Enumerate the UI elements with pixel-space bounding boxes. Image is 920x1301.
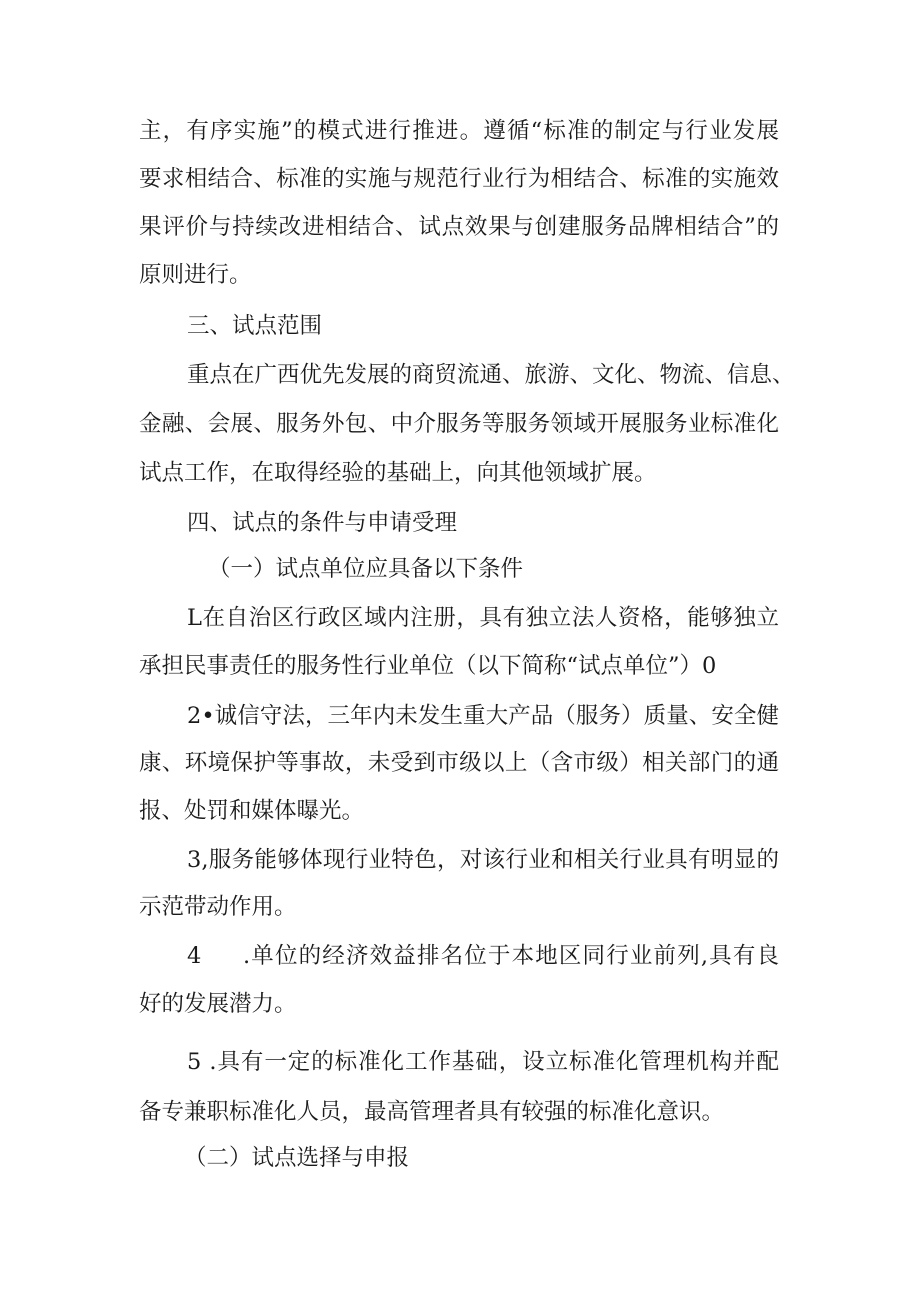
body-text-line: 承担民事责任的服务性行业单位（以下简称“试点单位”）0: [139, 653, 717, 679]
body-text-line: 5 .具有一定的标准化工作基础，设立标准化管理机构并配: [187, 1049, 779, 1075]
body-text-line: 康、环境保护等事故，未受到市级以上（含市级）相关部门的通: [139, 750, 779, 776]
body-text-line: 3,服务能够体现行业特色，对该行业和相关行业具有明显的: [187, 847, 779, 873]
section-heading-4: 四、试点的条件与申请受理: [187, 510, 458, 536]
body-text-line: 好的发展潜力。: [139, 991, 297, 1017]
body-text-line: 果评价与持续改进相结合、试点效果与创建服务品牌相结合”的: [139, 214, 779, 240]
body-text-line: 原则进行。: [139, 262, 252, 288]
body-text-line: 示范带动作用。: [139, 894, 297, 920]
list-number: 4: [187, 943, 202, 969]
body-text-line: 2•诚信守法，三年内未发生重大产品（服务）质量、安全健: [187, 703, 779, 729]
body-text-line: 报、处罚和媒体曝光。: [139, 798, 365, 824]
section-heading-3: 三、试点范围: [187, 313, 323, 339]
body-text-line: L在自治区行政区域内注册，具有独立法人资格，能够独立: [187, 605, 779, 631]
subsection-heading-2: （二）试点选择与申报: [184, 1145, 410, 1171]
body-text-line: 重点在广西优先发展的商贸流通、旅游、文化、物流、信息、: [187, 362, 795, 388]
body-text-line: 试点工作，在取得经验的基础上，向其他领域扩展。: [139, 460, 657, 486]
body-text-line: 主，有序实施”的模式进行推进。遵循“标准的制定与行业发展: [139, 118, 779, 144]
body-text-line: 要求相结合、标准的实施与规范行业行为相结合、标准的实施效: [139, 166, 779, 192]
body-text-line: 备专兼职标准化人员，最高管理者具有较强的标准化意识。: [139, 1099, 725, 1125]
body-text-line: 金融、会展、服务外包、中介服务等服务领域开展服务业标准化: [139, 411, 779, 437]
body-text-line: .单位的经济效益排名位于本地区同行业前列,具有良: [243, 943, 779, 969]
subsection-heading-1: （一）试点单位应具备以下条件: [208, 556, 524, 582]
